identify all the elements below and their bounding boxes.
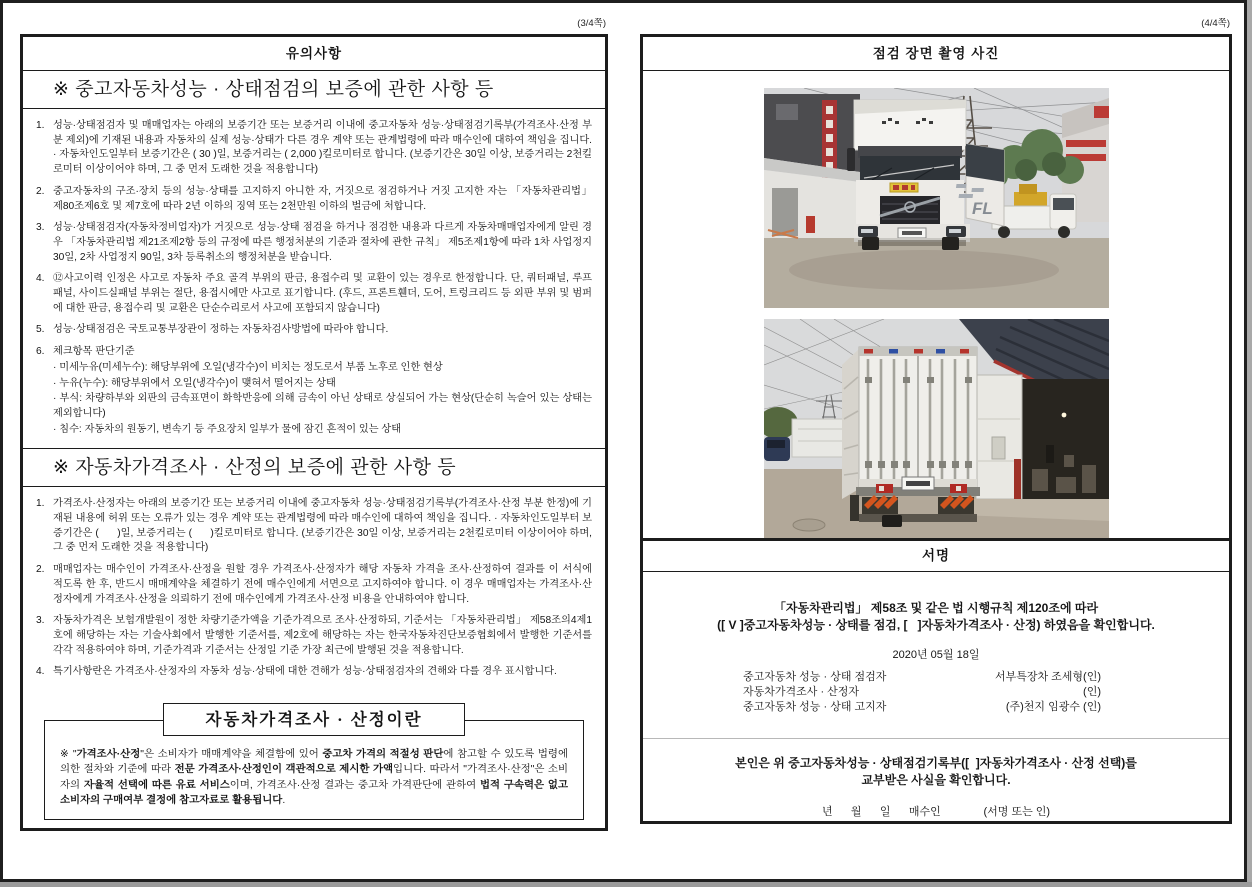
section1-items [23, 109, 605, 446]
price-appraisal-note-area [23, 696, 605, 828]
item-sub-bullet: · 누유(누수): 해당부위에서 오일(냉각수)이 맺혀서 떨어지는 상태 [53, 377, 336, 389]
item-text: ⑫사고이력 인정은 사고로 자동차 주요 골격 부위의 판금, 용접수리 및 교환이 있는 경우로 한정합니다. 단, 쿼터패널, 루프패널, 사이드실패널 부위는 절단, 용접시에만 사고로 표기합니다. (후드, 프론트휀더, 도어, 트렁크리드 등 외판 부위 및 범퍼에 대한 판금, 용접수리 및 교환은 단순수리로서 사고에 포함되지 않습니다) [53, 273, 592, 314]
signer-rows [643, 670, 1229, 716]
signature-statement-line2: ([ V ]중고자동차성능 · 상태를 점검, [ ]자동차가격조사 · 산정) 하였음을 확인합니다. [717, 618, 1155, 632]
list-item [36, 497, 592, 556]
page-title: 유의사항 [23, 37, 605, 71]
note-segment: ※ " [60, 749, 77, 761]
signer-name-seal: (주)천지 임광수 (인) [1005, 701, 1101, 714]
item-text: 매매업자는 매수인이 가격조사·산정을 원할 경우 가격조사·산정자가 해당 자동차 가격을 조사·산정하여 결과를 이 서식에 적도록 한 후, 반드시 매매계약을 체결하기 전에 매수인에게 서면으로 고지하여야 합니다. 이 경우 매매업자는 가격조사·산정자에게 가격조사·산정을 의뢰하기 전에 매수인에게 가격조사·산정 비용을 안내하여야 합니다. [53, 564, 592, 605]
section2-items [23, 487, 605, 689]
item-text: 특기사항란은 가격조사·산정자의 자동차 성능·상태에 대한 견해가 성능·상태점검자의 견해와 다를 경우 표시합니다. [53, 666, 557, 678]
signer-role: 자동차가격조사 · 산정자 [743, 686, 860, 699]
note-segment: "은 소비자가 매매계약을 체결함에 있어 [140, 749, 323, 761]
item-text: 성능·상태점검은 국토교통부장관이 정하는 자동차검사방법에 따라야 합니다. [53, 324, 389, 336]
buyer-confirmation [643, 755, 1229, 819]
page-4-frame [640, 34, 1232, 824]
item-text: 자동차가격은 보험개발원이 정한 차량기준가액을 기준가격으로 조사·산정하되, 기준서는 「자동차관리법」 제58조의4제1호에 해당하는 자는 기술사회에서 발행한 기준서를, 제2호에 해당하는 자는 한국자동차진단보증협회에서 발행한 기준서를 각각 적용하여야 하며, 기준가격과 기준서는 산정일 기준 가장 최근에 발행된 것을 적용합니다. [53, 615, 592, 656]
signer-name-seal: 서부특장차 조세형(인) [994, 671, 1101, 683]
signature-statement-line1: 「자동차관리법」 제58조 및 같은 법 시행규칙 제120조에 따라 [773, 601, 1099, 615]
note-bold-segment: 전문 가격조사·산정인이 객관적으로 제시한 가액 [174, 764, 394, 776]
confirmation-line2: 교부받은 사실을 확인합니다. [861, 772, 1011, 787]
section-divider [643, 738, 1229, 739]
list-item [36, 323, 592, 338]
inspection-photo-rear [764, 319, 1109, 538]
note-segment: . [282, 794, 286, 806]
photo-area [643, 71, 1229, 538]
svg-text:FL: FL [971, 199, 993, 218]
confirmation-line1: 본인은 위 중고자동차성능 · 상태점검기록부([ ]자동차가격조사 · 산정 선택)를 [735, 755, 1137, 770]
signer-role: 중고자동차 성능 · 상태 점검자 [743, 671, 887, 683]
item-sub-bullet: · 부식: 차량하부와 외판의 금속표면이 화학반응에 의해 금속이 아닌 상태로 상실되어 가는 현상(단순히 녹슬어 있는 상태는 제외합니다) [53, 393, 592, 419]
page-3 [20, 14, 608, 831]
list-item [36, 272, 592, 316]
item-number: 2. [36, 185, 45, 197]
item-sub-bullet: · 미세누유(미세누수): 해당부위에 오일(냉각수)이 비치는 정도로서 부품 노후로 인한 현상 [53, 361, 443, 373]
page-number: (3/4쪽) [577, 18, 606, 29]
item-text: 중고자동차의 구조·장치 등의 성능·상태를 고지하지 아니한 자, 거짓으로 점검하거나 거짓 고지한 자는 「자동차관리법」 제80조제6호 및 제7호에 따라 2년 이하의 징역 또는 2천만원 이하의 벌금에 처합니다. [53, 185, 592, 212]
page-4 [640, 14, 1232, 824]
frame-edge-left [0, 0, 3, 887]
item-number: 6. [36, 346, 45, 358]
item-text: 체크항목 판단기준 · 미세누유(미세누수): 해당부위에 오일(냉각수)이 비치는 정도로서 부품 노후로 인한 현상 · 누유(누수): 해당부위에서 오일(냉각수)이 맺혀서 떨어지는 상태 · 부식: 차량하부와 외판의 금속표면이 화학반응에 의해 금속이 아닌 상태로 상실되어 가는 현상(단순히 녹슬어 있는 상태는 제외합니다) · 침수: 자동차의 원동기, 변속기 등 주요장치 일부가 물에 잠긴 흔적이 있는 상태 [53, 345, 592, 437]
note-bold-segment: 가격조사·산정 [76, 749, 141, 761]
note-box-title: 자동차가격조사 · 산정이란 [163, 703, 465, 736]
signer-row [643, 685, 1229, 700]
item-text: 가격조사·산정자는 아래의 보증기간 또는 보증거리 이내에 중고자동차 성능·상태점검기록부(가격조사·산정 부분 한정)에 기재된 내용에 허위 또는 오류가 있는 경우 계약 또는 관계법령에 따라 매수인에 대하여 책임을 집니다. · 자동차인도일부터 보증기간은 ( )일, 보증거리는 ( )킬로미터로 합니다. (보증기간은 30일 이상, 보증거리는 2천킬로미터 이상이어야 하며, 그 중 먼저 도래한 것을 적용합니다) [53, 498, 592, 554]
item-text: 성능·상태점검자 및 매매업자는 아래의 보증기간 또는 보증거리 이내에 중고자동차 성능·상태점검기록부(가격조사·산정 부분 제외)에 기재된 내용과 자동차의 실제 성능·상태가 다른 경우 계약 또는 관계법령에 따라 매수인에 대하여 책임을 집니다. · 자동차인도일부터 보증기간은 ( 30 )일, 보증거리는 ( 2,000 )킬로미터로 합니다. (보증기간은 30일 이상, 보증거리는 2천킬로미터 이상이어야 하며, 그 중 먼저 도래한 것을 적용합니다) [53, 120, 592, 176]
frame-shadow-bottom [0, 882, 1252, 887]
frame-shadow-right [1247, 0, 1252, 887]
note-bold-segment: 법적 구속력은 없고 소비자의 구매여부 결정에 참고자료로 활용됩니다 [60, 779, 568, 806]
list-item [36, 665, 592, 680]
item-number: 4. [36, 666, 45, 678]
price-appraisal-note-box [44, 710, 584, 820]
photo-section-title: 점검 장면 촬영 사진 [643, 37, 1229, 71]
note-box-body [60, 747, 568, 808]
frame-edge-top [0, 0, 1252, 3]
list-item [36, 345, 592, 437]
list-item [36, 221, 592, 265]
signature-date: 2020년 05월 18일 [892, 649, 980, 661]
page-number: (4/4쪽) [1201, 18, 1230, 29]
list-item [36, 563, 592, 607]
item-number: 1. [36, 498, 45, 510]
note-bold-segment: 자율적 선택에 따른 유료 서비스 [83, 779, 230, 791]
signature-body [643, 572, 1229, 821]
note-segment: 에 참고할 수 있도록 법령에 의한 절차와 기준에 따라 [60, 749, 568, 776]
note-bold-segment: 중고차 가격의 적절성 판단 [322, 749, 444, 761]
signature-section-title: 서명 [643, 538, 1229, 572]
signer-role: 중고자동차 성능 · 상태 고지자 [743, 701, 887, 714]
list-item [36, 614, 592, 658]
signer-row [643, 670, 1229, 685]
page-3-frame [20, 34, 608, 831]
item-sub-bullet: · 침수: 자동차의 원동기, 변속기 등 주요장치 일부가 물에 잠긴 흔적이 있는 상태 [53, 423, 402, 435]
item-number: 3. [36, 222, 45, 234]
list-item [36, 119, 592, 178]
confirmation-date-line: 년 월 일 매수인 (서명 또는 인) [821, 805, 1051, 818]
item-number: 1. [36, 120, 45, 131]
list-item [36, 185, 592, 214]
item-text: 성능·상태점검자(자동차정비업자)가 거짓으로 성능·상태 점검을 하거나 점검한 내용과 다르게 자동차매매업자에게 알린 경우 「자동차관리법 제21조제2항 등의 규정에 따른 행정처분의 기준과 절차에 관한 규칙」 제5조제1항에 따라 1차 사업정지 30일, 2차 사업정지 90일, 3차 등록취소의 행정처분을 받습니다. [53, 222, 592, 263]
section2-heading: ※ 자동차가격조사 · 산정의 보증에 관한 사항 등 [23, 448, 605, 487]
item-number: 4. [36, 273, 45, 285]
signer-name-seal: (인) [1083, 686, 1101, 699]
note-segment: 이며, 가격조사·산정 결과는 중고차 가격판단에 관하여 [229, 779, 480, 791]
item-number: 5. [36, 324, 45, 336]
inspection-photo-front [764, 88, 1109, 308]
section1-heading: ※ 중고자동차성능 · 상태점검의 보증에 관한 사항 등 [23, 71, 605, 109]
item-number: 2. [36, 564, 45, 576]
item-number: 3. [36, 615, 45, 627]
signer-row [643, 700, 1229, 715]
note-segment: 입니다. 따라서 "가격조사·산정"은 소비자의 [60, 764, 568, 791]
